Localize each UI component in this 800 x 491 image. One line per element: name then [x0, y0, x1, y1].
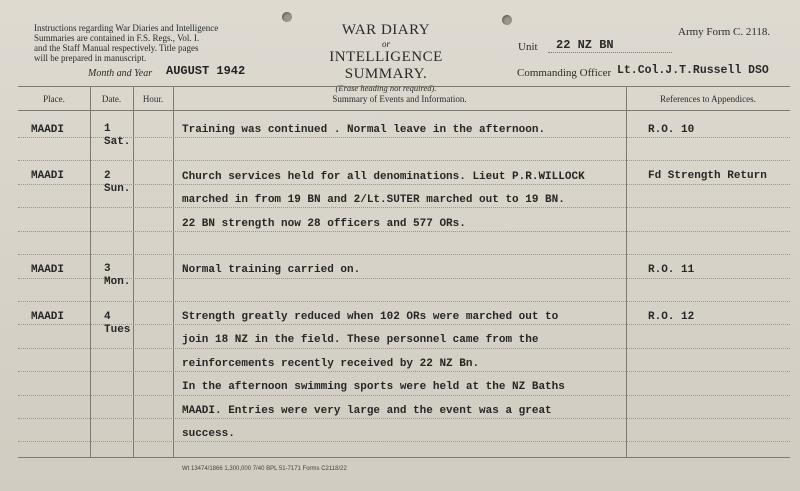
summary-line: Normal training carried on.	[182, 264, 361, 276]
entry-date-number: 2	[104, 170, 111, 182]
entry-date	[104, 311, 130, 337]
entry-summary	[182, 166, 585, 236]
ruled-line	[18, 301, 790, 302]
commanding-officer-label: Commanding Officer	[517, 67, 612, 79]
summary-line: Training was continued . Normal leave in the afternoon.	[182, 124, 546, 136]
column-divider	[133, 86, 134, 458]
unit-dotted-line	[548, 52, 672, 53]
column-divider	[90, 86, 91, 458]
printer-imprint: Wt 13474/1866 1,300,000 7/40 BPL 51-7171 Forms C2118/22	[182, 466, 347, 472]
entry-summary	[182, 259, 360, 282]
month-year-value: AUGUST 1942	[166, 64, 246, 78]
ruled-line	[18, 278, 790, 279]
column-header-date: Date.	[101, 94, 122, 104]
instructions-line: will be prepared in manuscript.	[34, 53, 147, 63]
entry-place: MAADI	[31, 311, 65, 323]
entry-date-day: Sat.	[104, 136, 131, 148]
summary-line: MAADI. Entries were very large and the event was a great	[182, 404, 552, 417]
entry-place: MAADI	[31, 170, 65, 182]
entry-reference: R.O. 12	[648, 311, 695, 323]
form-title	[286, 22, 486, 93]
summary-line: marched in from 19 BN and 2/Lt.SUTER marched out to 19 BN.	[182, 194, 565, 207]
summary-line: Church services held for all denominations. Lieut P.R.WILLOCK	[182, 171, 585, 183]
entry-reference: R.O. 11	[648, 264, 695, 276]
title-war-diary: WAR DIARY	[341, 22, 431, 38]
title-note: (Erase heading not required).	[335, 83, 437, 93]
title-intelligence-summary: INTELLIGENCE SUMMARY.	[329, 49, 443, 82]
summary-line: Strength greatly reduced when 102 ORs were marched out to	[182, 311, 559, 323]
month-year-label: Month and Year	[88, 68, 153, 79]
table-bottom-rule	[18, 457, 790, 458]
instructions-note	[34, 23, 274, 63]
entry-date-day: Tues	[104, 324, 131, 336]
punch-hole-right	[502, 15, 512, 25]
summary-line: success.	[182, 428, 235, 441]
title-or: or	[381, 39, 390, 49]
ruled-line	[18, 160, 790, 161]
summary-line: In the afternoon swimming sports were held at the NZ Baths	[182, 381, 565, 394]
entry-place: MAADI	[31, 264, 65, 276]
entry-date-day: Mon.	[104, 276, 131, 288]
entry-date-number: 3	[104, 263, 111, 275]
entry-place: MAADI	[31, 124, 65, 136]
instructions-line: and the Staff Manual respectively. Title pages	[34, 43, 199, 53]
entry-date	[104, 123, 130, 149]
ruled-line	[18, 254, 790, 255]
entry-reference: Fd Strength Return	[648, 170, 767, 182]
entry-date-number: 1	[104, 123, 111, 135]
commanding-officer-value: Lt.Col.J.T.Russell DSO	[617, 64, 769, 77]
entry-summary	[182, 306, 565, 446]
column-header-references: References to Appendices.	[660, 94, 756, 104]
entry-reference: R.O. 10	[648, 124, 695, 136]
summary-line: join 18 NZ in the field. These personnel came from the	[182, 334, 539, 347]
column-header-place: Place.	[43, 94, 65, 104]
entry-date	[104, 170, 130, 196]
entry-summary	[182, 119, 545, 142]
entry-date-day: Sun.	[104, 183, 131, 195]
unit-value: 22 NZ BN	[556, 38, 614, 52]
unit-label: Unit	[518, 41, 538, 53]
summary-line: reinforcements recently received by 22 NZ Bn.	[182, 357, 480, 370]
entry-date-number: 4	[104, 311, 111, 323]
column-divider	[626, 86, 627, 458]
summary-line: 22 BN strength now 28 officers and 577 ORs.	[182, 217, 466, 230]
army-form-number: Army Form C. 2118.	[678, 26, 771, 38]
punch-hole-left	[282, 12, 292, 22]
instructions-line: Instructions regarding War Diaries and Intelligence	[34, 23, 219, 33]
instructions-line: Summaries are contained in F.S. Regs., Vol. I.	[34, 33, 200, 43]
entry-date	[104, 263, 130, 289]
column-divider	[173, 86, 174, 458]
column-header-summary: Summary of Events and Information.	[332, 94, 467, 104]
column-header-hour: Hour.	[142, 94, 164, 104]
